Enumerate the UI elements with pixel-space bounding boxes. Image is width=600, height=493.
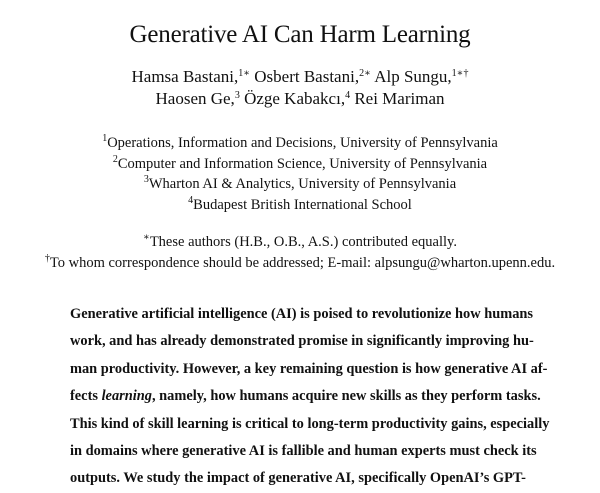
affiliation-item xyxy=(0,174,600,195)
affiliation-text: Budapest British International School xyxy=(193,196,412,213)
abstract-line: in domains where generative AI is fallible and human experts must check its xyxy=(70,443,537,460)
author-name: Osbert Bastani, xyxy=(250,67,360,86)
affiliation-text: Wharton AI & Analytics, University of Pennsylvania xyxy=(148,176,457,192)
author-name: Özge Kabakcı, xyxy=(239,89,346,108)
affiliation-marker: 3 xyxy=(143,174,149,185)
affiliation-text: Computer and Information Science, University of Pennsylvania xyxy=(117,155,488,172)
correspondence-note xyxy=(0,253,600,274)
abstract xyxy=(70,301,550,493)
author-name: Rei Mariman xyxy=(350,89,445,108)
affiliation-item xyxy=(0,133,600,154)
affiliation-list xyxy=(0,133,600,215)
author-line-1 xyxy=(0,66,600,88)
affiliation-marker: 4 xyxy=(188,194,194,206)
abstract-text: fects xyxy=(70,388,102,405)
affiliation-marker: 1 xyxy=(102,133,108,144)
author-marker: 2∗ xyxy=(359,68,371,79)
author-marker: 3 xyxy=(234,90,240,101)
abstract-line: This kind of skill learning is critical to long-term productivity gains, especially xyxy=(70,415,550,432)
abstract-line xyxy=(70,383,541,410)
equal-contribution-note xyxy=(0,232,600,253)
author-marker: 4 xyxy=(345,90,351,101)
author-name: Hamsa Bastani, xyxy=(131,67,239,86)
note-marker: ∗ xyxy=(143,232,150,243)
author-marker: 1∗ xyxy=(238,68,251,79)
affiliation-item xyxy=(0,195,600,216)
abstract-line: outputs. We study the impact of generative AI, specifically OpenAI’s GPT- xyxy=(70,470,526,487)
abstract-line: Generative artificial intelligence (AI) is poised to revolutionize how humans xyxy=(70,306,533,322)
affiliation-text: Operations, Information and Decisions, University of Pennsylvania xyxy=(107,135,498,151)
note-text: To whom correspondence should be addressed; E-mail: alpsungu@wharton.upenn.edu. xyxy=(49,254,556,271)
author-line-2 xyxy=(0,88,600,110)
author-marker: 1∗† xyxy=(451,68,469,79)
author-list xyxy=(0,66,600,110)
author-name: Haosen Ge, xyxy=(155,89,235,108)
author-notes xyxy=(0,232,600,273)
note-text: These authors (H.B., O.B., A.S.) contributed equally. xyxy=(149,234,457,250)
emphasized-term: learning xyxy=(101,388,152,405)
abstract-line: man productivity. However, a key remaining question is how generative AI af- xyxy=(70,360,548,377)
affiliation-item xyxy=(0,154,600,175)
abstract-line: work, and has already demonstrated promise in significantly improving hu- xyxy=(70,333,534,350)
paper-title: Generative AI Can Harm Learning xyxy=(129,21,471,48)
abstract-text: , namely, how humans acquire new skills as they perform tasks. xyxy=(151,388,541,405)
affiliation-marker: 2 xyxy=(112,153,118,165)
note-marker: † xyxy=(44,252,50,264)
author-name: Alp Sungu, xyxy=(370,67,452,86)
